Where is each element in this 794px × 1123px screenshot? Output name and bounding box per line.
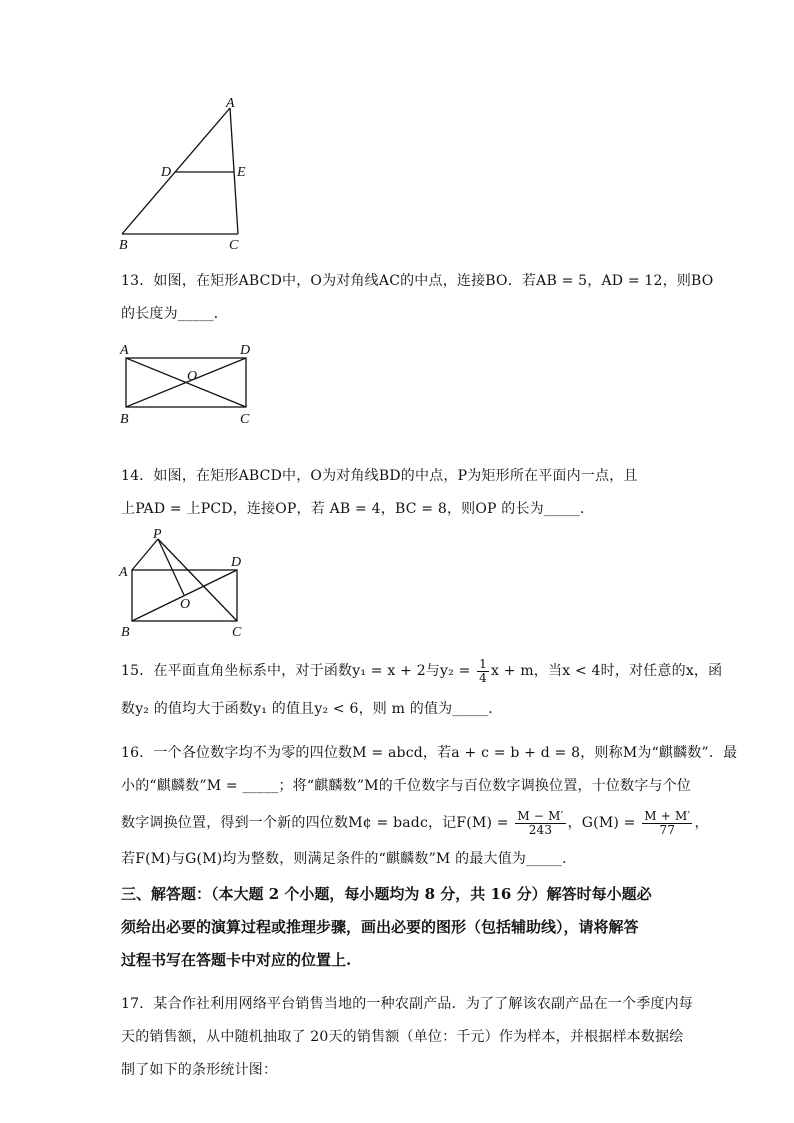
side-ab xyxy=(122,108,230,234)
label-o: O xyxy=(187,369,198,384)
q15-line-1-end: x + m，当x < 4时，对任意的x，函 xyxy=(491,663,723,679)
fraction-f xyxy=(515,810,565,837)
q17-line-1: 17．某合作社利用网络平台销售当地的一种农副产品．为了了解该农副产品在一个季度内每 xyxy=(121,996,694,1012)
q14-line-2: 上PAD = 上PCD，连接OP，若 AB = 4，BC = 8，则OP 的长为_____． xyxy=(121,501,595,517)
fraction-g-numerator: M + M′ xyxy=(644,808,691,823)
label-b: B xyxy=(119,238,128,253)
q17-line-3: 制了如下的条形统计图： xyxy=(121,1062,278,1078)
q16-line-3-end: ， xyxy=(694,815,709,831)
label-a: A xyxy=(119,565,128,580)
fraction-numerator: 1 xyxy=(479,656,487,671)
label-c: C xyxy=(229,238,239,253)
fraction-f-denominator: 243 xyxy=(528,822,553,837)
label-c: C xyxy=(232,625,242,640)
diagonal-bd xyxy=(132,570,237,621)
segment-pa xyxy=(132,539,158,570)
q15-line-2: 数y₂ 的值均大于函数y₁ 的值且y₂ < 6，则 m 的值为_____． xyxy=(121,701,503,717)
label-d: D xyxy=(161,165,172,180)
q16-line-1: 16．一个各位数字均不为零的四位数M = abcd，若a + c = b + d = 8，则称M为“麒麟数”．最 xyxy=(121,745,738,761)
question-13 xyxy=(121,265,714,331)
question-17 xyxy=(121,988,694,1087)
question-14 xyxy=(121,460,681,526)
q16-line-3-start: 数字调换位置，得到一个新的四位数M¢ = badc，记F(M) = xyxy=(121,815,514,831)
fraction-g-denominator: 77 xyxy=(659,822,676,837)
label-b: B xyxy=(121,625,130,640)
triangle-figure xyxy=(110,90,270,260)
question-15 xyxy=(121,652,723,728)
label-e: E xyxy=(237,165,246,180)
label-d: D xyxy=(231,555,242,570)
fraction-f-numerator: M − M′ xyxy=(517,808,564,823)
section-3-line-3: 过程书写在答题卡中对应的位置上. xyxy=(121,951,352,969)
section-3-heading xyxy=(121,878,681,977)
label-d: D xyxy=(240,343,251,358)
q17-line-2: 天的销售额，从中随机抽取了 20天的销售额（单位：千元）作为样本，并根据样本数据绘 xyxy=(121,1029,684,1045)
q16-line-3-middle: ，G(M) = xyxy=(567,815,641,831)
section-3-line-2: 须给出必要的演算过程或推理步骤，画出必要的图形（包括辅助线），请将解答 xyxy=(121,918,639,936)
label-b: B xyxy=(120,412,129,427)
rectangle-13-figure xyxy=(114,340,264,430)
q13-line-1: 13．如图，在矩形ABCD中，O为对角线AC的中点，连接BO．若AB = 5，AD = 12，则BO xyxy=(121,273,714,289)
label-a: A xyxy=(226,96,235,111)
fraction-denominator: 4 xyxy=(479,670,487,685)
q15-line-1-start: 15．在平面直角坐标系中，对于函数y₁ = x + 2与y₂ = xyxy=(121,663,476,679)
section-3-line-1: 三、解答题：（本大题 2 个小题，每小题均为 8 分，共 16 分）解答时每小题必 xyxy=(121,885,652,903)
q14-line-1: 14．如图，在矩形ABCD中，O为对角线BD的中点，P为矩形所在平面内一点，且 xyxy=(121,468,638,484)
q16-line-4: 若F(M)与G(M)均为整数，则满足条件的“麒麟数”M 的最大值为_____． xyxy=(121,851,577,867)
q13-line-2: 的长度为_____． xyxy=(121,306,228,322)
label-a: A xyxy=(120,343,129,358)
fraction-g xyxy=(642,810,692,837)
q15-line-1 xyxy=(121,652,723,690)
q16-line-3 xyxy=(121,803,709,843)
q16-line-2: 小的“麒麟数”M = _____；将“麒麟数”M的千位数字与百位数字调换位置，十位数字与个位 xyxy=(121,778,692,794)
segment-po xyxy=(158,539,184,595)
label-o: O xyxy=(180,597,191,612)
question-16 xyxy=(121,737,738,876)
label-p: P xyxy=(153,527,162,542)
rectangle-14-figure xyxy=(114,528,254,640)
label-c: C xyxy=(240,412,250,427)
segment-pc xyxy=(158,539,237,621)
fraction-one-quarter xyxy=(477,658,489,685)
